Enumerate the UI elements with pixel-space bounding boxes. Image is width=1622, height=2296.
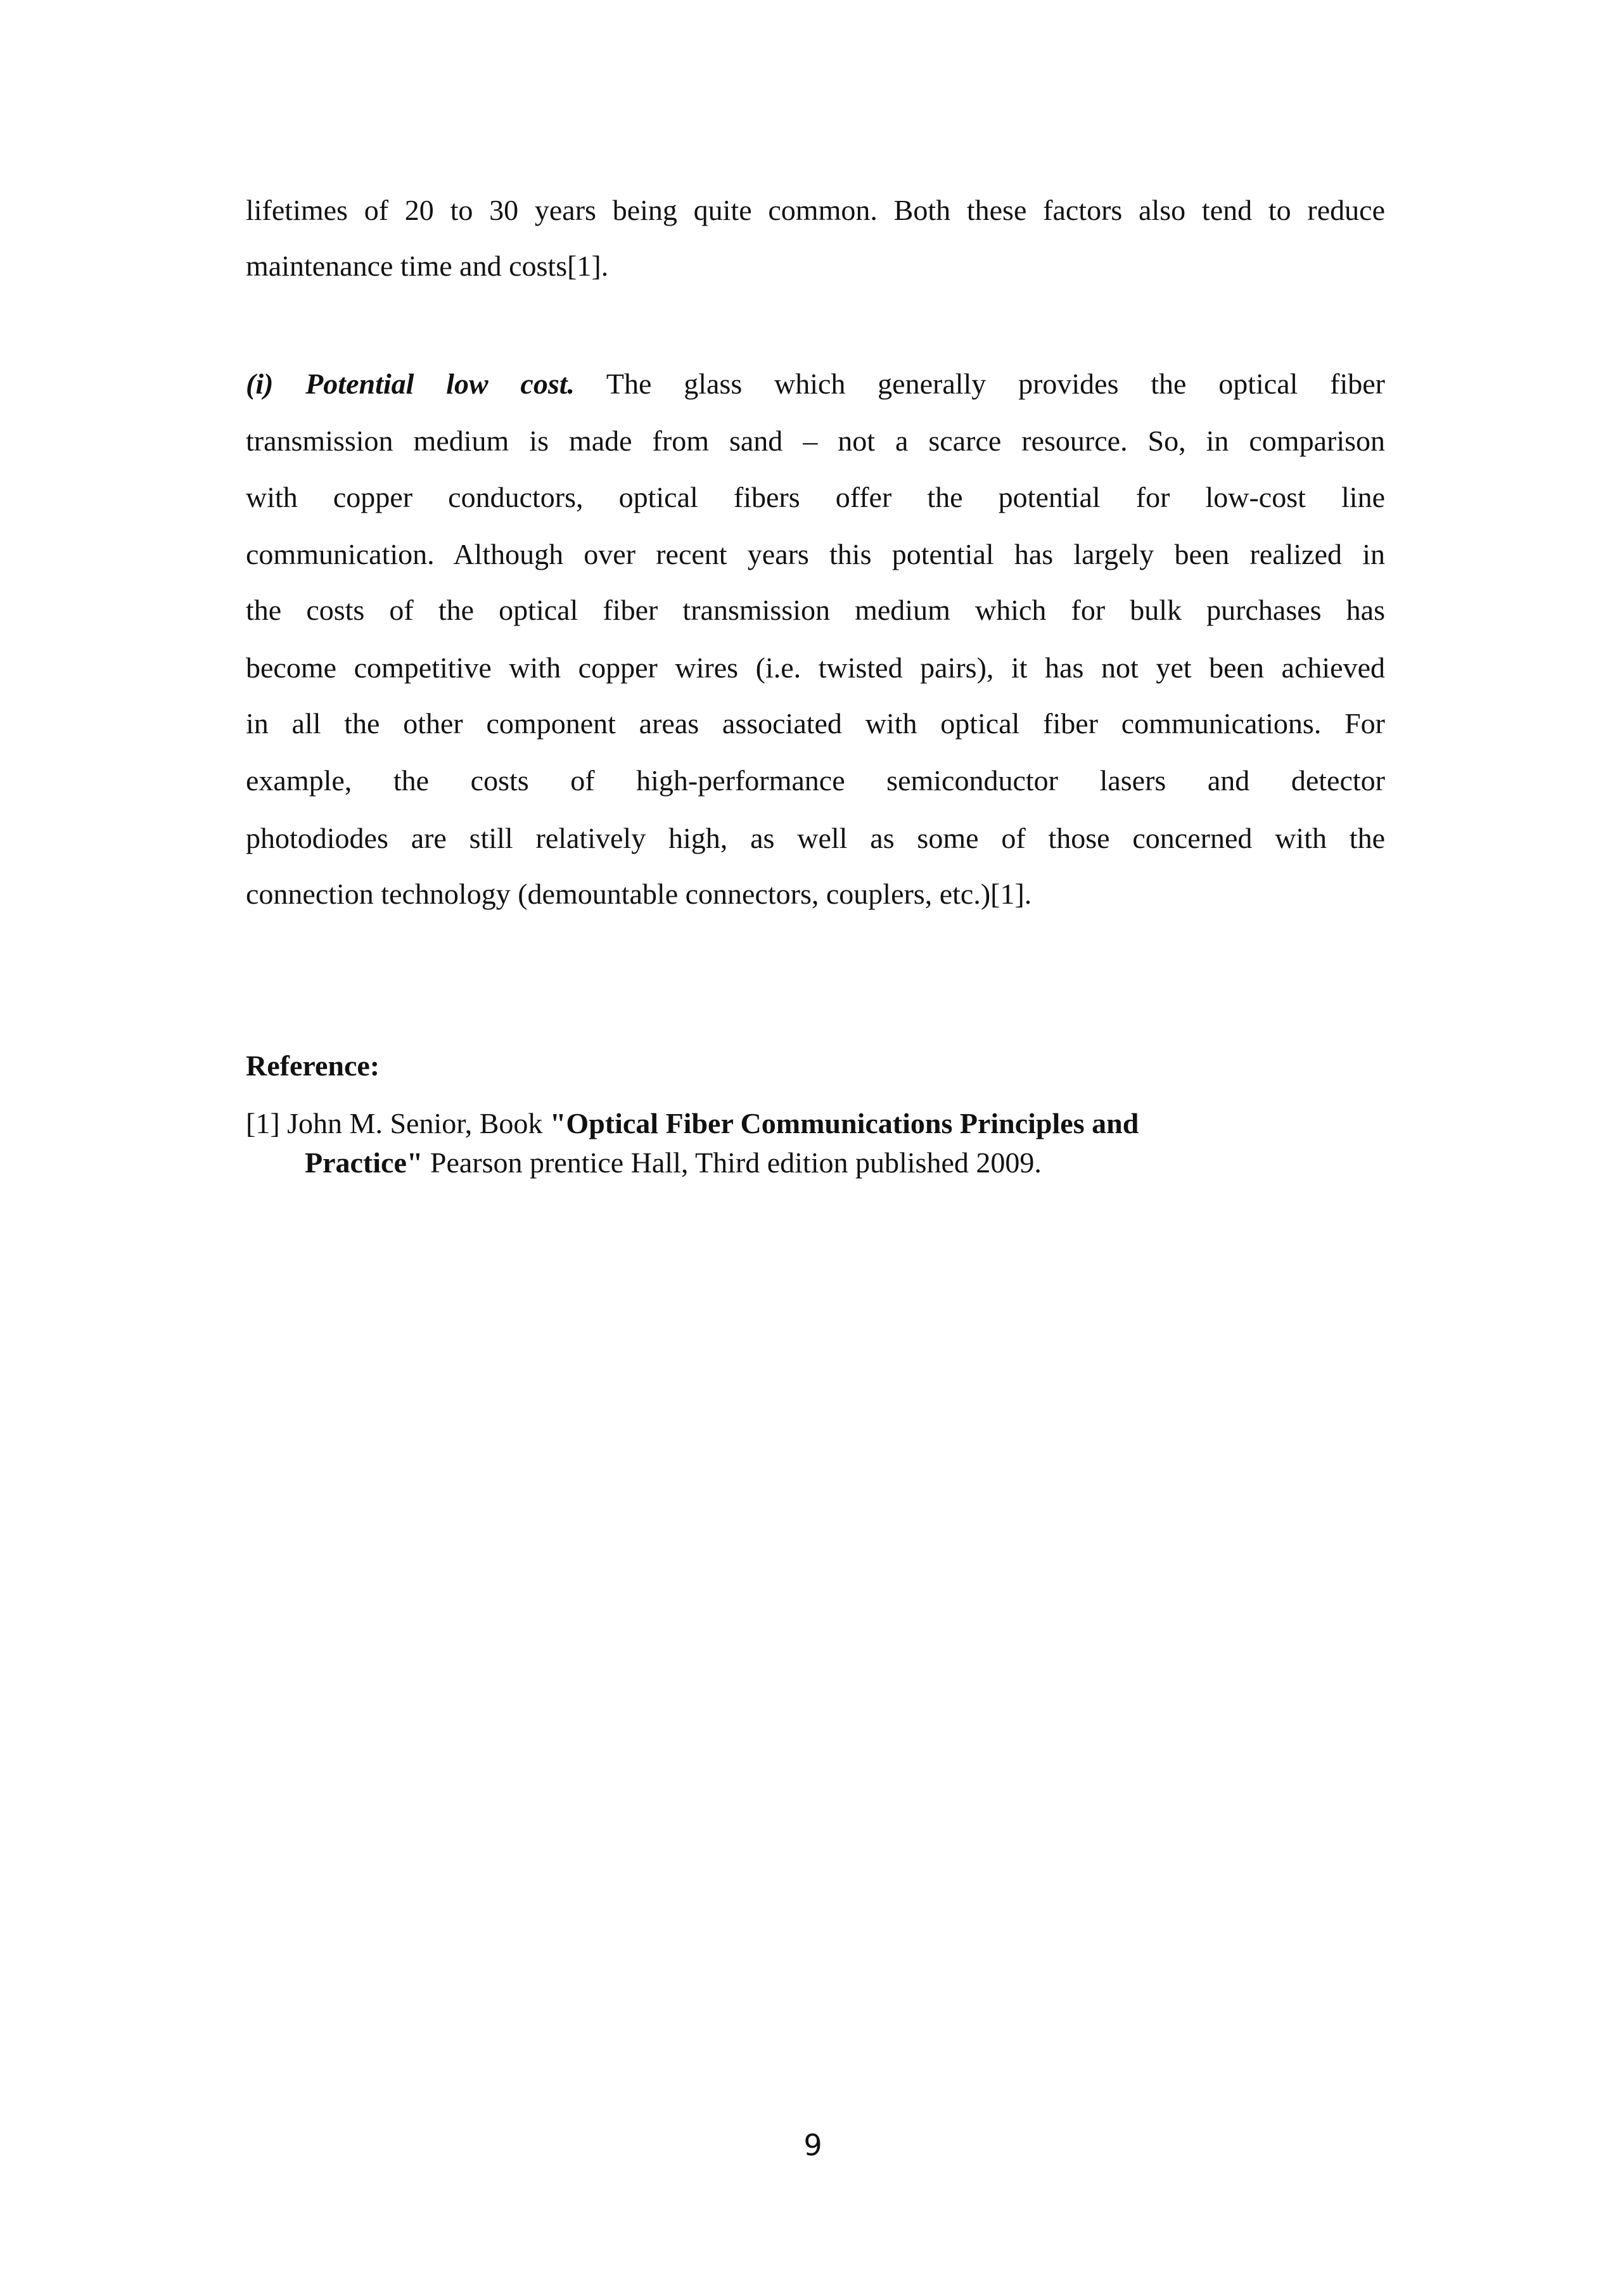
reference-publisher: Pearson prentice Hall, Third edition published 2009. (423, 1146, 1042, 1179)
text-line: transmission medium is made from sand – not a scarce resource. So, in comparison (246, 425, 1385, 457)
reference-title: "Optical Fiber Communications Principles and (549, 1107, 1139, 1139)
text-line: communication. Although over recent years this potential has largely been realized in (246, 538, 1385, 570)
text-line: the costs of the optical fiber transmission medium which for bulk purchases has (246, 594, 1385, 626)
reference-title: Practice" (305, 1146, 423, 1179)
reference-entry-line (305, 1143, 1042, 1183)
text-line: with copper conductors, optical fibers offer the potential for low-cost line (246, 481, 1385, 513)
reference-heading: Reference: (246, 1049, 380, 1082)
page-number: 9 (803, 2128, 822, 2162)
text-line: in all the other component areas associated with optical fiber communications. For (246, 707, 1385, 740)
text-line: example, the costs of high-performance semiconductor lasers and detector (246, 764, 1385, 797)
text-line: photodiodes are still relatively high, as well as some of those concerned with the (246, 822, 1385, 854)
reference-author: [1] John M. Senior, Book (246, 1107, 550, 1139)
text-line: become competitive with copper wires (i.e. twisted pairs), it has not yet been achieved (246, 651, 1385, 684)
reference-entry-line (246, 1104, 1139, 1143)
text-line: lifetimes of 20 to 30 years being quite common. Both these factors also tend to reduce (246, 194, 1385, 226)
text-line (246, 366, 1385, 402)
text-span: The glass which generally provides the optical fiber (575, 368, 1385, 400)
text-line: maintenance time and costs[1]. (246, 250, 609, 282)
paragraph-heading: (i) Potential low cost. (246, 368, 575, 400)
text-line: connection technology (demountable connectors, couplers, etc.)[1]. (246, 878, 1032, 910)
